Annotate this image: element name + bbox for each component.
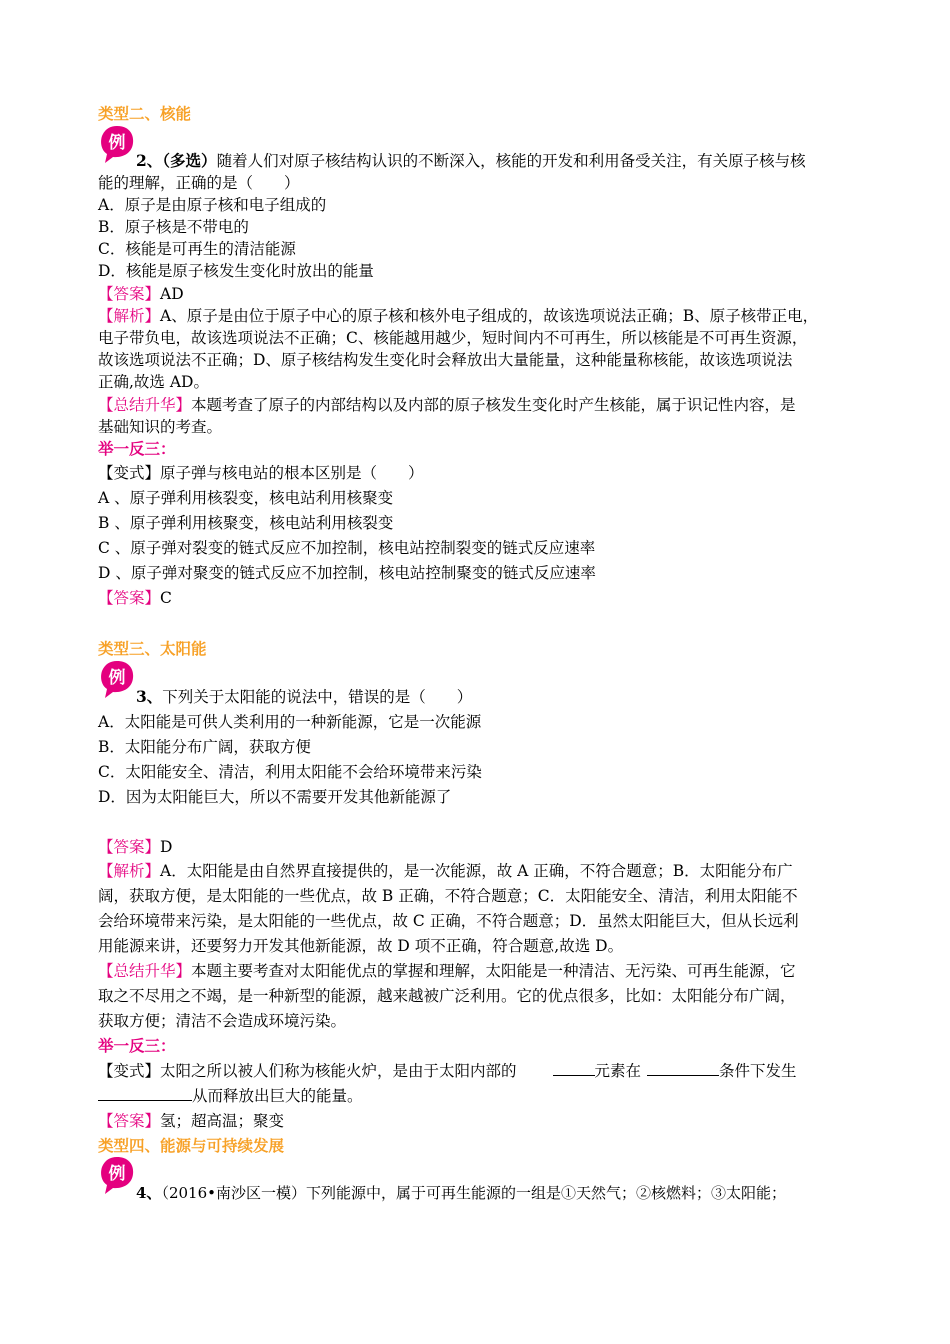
- summary-line-1: 【总结升华】本题主要考查对太阳能优点的掌握和理解，太阳能是一种清洁、无污染、可再生能源，它: [98, 962, 796, 980]
- option-c: C．太阳能安全、清洁，利用太阳能不会给环境带来污染: [98, 763, 482, 781]
- variant-option-a: A 、原子弹利用核裂变，核电站利用核聚变: [98, 489, 394, 507]
- summary-line-2: 取之不尽用之不竭，是一种新型的能源，越来越被广泛利用。它的优点很多，比如：太阳能分布广阔，: [98, 987, 796, 1005]
- analysis-line-1: 【解析】A．太阳能是由自然界直接提供的，是一次能源，故 A 正确，不符合题意；B．太阳能分布广: [98, 862, 793, 880]
- variant-answer-line: 【答案】氢；超高温；聚变: [98, 1112, 285, 1130]
- option-a: A．原子是由原子核和电子组成的: [98, 196, 327, 214]
- variant-tag: 【变式】: [98, 464, 161, 482]
- question-number: 3、: [136, 687, 163, 706]
- analysis-line-3: 会给环境带来污染，是太阳能的一些优点，故 C 正确，不符合题意；D．虽然太阳能巨大，但从长远利: [98, 912, 799, 930]
- variant-option-c: C 、原子弹对裂变的链式反应不加控制，核电站控制裂变的链式反应速率: [98, 539, 596, 557]
- variant-answer-tag: 【答案】: [98, 1112, 161, 1130]
- question-text: （2016•南沙区一模）下列能源中，属于可再生能源的一组是①天然气；②核燃料；③太阳能；: [161, 1184, 786, 1202]
- analysis-line-2: 阔，获取方便，是太阳能的一些优点，故 B 正确，不符合题意；C．太阳能安全、清洁，利用太阳能不: [98, 887, 798, 905]
- answer-tag: 【答案】: [98, 285, 161, 303]
- question-2-line-1: [136, 150, 806, 172]
- question-2-line-2: 能的理解，正确的是（ ）: [98, 174, 300, 192]
- variant-question: 【变式】原子弹与核电站的根本区别是（ ）: [98, 464, 424, 482]
- analysis-line-2: 电子带负电，故该选项说法不正确；C、核能越用越少，短时间内不可再生，所以核能是不可再生资源，: [98, 329, 808, 347]
- summary-line-2: 基础知识的考查。: [98, 418, 223, 436]
- example-badge-text: 例: [108, 668, 126, 688]
- example-badge-icon: [99, 659, 135, 699]
- question-text: 下列关于太阳能的说法中，错误的是（ ）: [162, 688, 473, 706]
- summary-tag: 【总结升华】: [98, 962, 192, 980]
- option-d: D．核能是原子核发生变化时放出的能量: [98, 262, 374, 280]
- analysis-line-4: 用能源来讲，还要努力开发其他新能源，故 D 项不正确，符合题意,故选 D。: [98, 937, 624, 955]
- example-badge-icon: [99, 1155, 135, 1195]
- section-heading-nuclear: 类型二、核能: [98, 105, 192, 123]
- answer-value: AD: [160, 285, 184, 303]
- practice-heading: 举一反三：: [98, 1037, 176, 1055]
- analysis-tag: 【解析】: [98, 862, 161, 880]
- analysis-tag: 【解析】: [98, 307, 161, 325]
- example-badge-text: 例: [108, 133, 126, 153]
- option-b: B．原子核是不带电的: [98, 218, 249, 236]
- option-a: A．太阳能是可供人类利用的一种新能源，它是一次能源: [98, 713, 482, 731]
- blank-2[interactable]: [647, 1060, 719, 1076]
- question-number: 2、: [136, 151, 163, 170]
- analysis-line-4: 正确,故选 AD。: [98, 373, 209, 391]
- analysis-line-3: 故该选项说法不正确；D、原子核结构发生变化时会释放出大量能量，这种能量称核能，故该选项说法: [98, 351, 793, 369]
- section-heading-solar: 类型三、太阳能: [98, 640, 207, 658]
- example-badge-text: 例: [108, 1164, 126, 1184]
- option-d: D．因为太阳能巨大，所以不需要开发其他新能源了: [98, 788, 452, 806]
- answer-line: [98, 283, 184, 305]
- variant-option-d: D 、原子弹对聚变的链式反应不加控制，核电站控制聚变的链式反应速率: [98, 564, 596, 582]
- blank-1[interactable]: [553, 1060, 595, 1076]
- practice-heading: 举一反三：: [98, 440, 176, 458]
- answer-line: 【答案】D: [98, 838, 173, 856]
- option-c: C．核能是可再生的清洁能源: [98, 240, 296, 258]
- example-badge-icon: [99, 124, 135, 164]
- summary-line-3: 获取方便；清洁不会造成环境污染。: [98, 1012, 347, 1030]
- summary-line-1: 【总结升华】本题考查了原子的内部结构以及内部的原子核发生变化时产生核能，属于识记性内容，是: [98, 396, 796, 414]
- question-tag: （多选）: [162, 151, 217, 170]
- question-4-line-1: [136, 1182, 786, 1204]
- variant-answer-tag: 【答案】: [98, 589, 161, 607]
- question-number: 4、: [136, 1184, 162, 1202]
- question-text: 随着人们对原子核结构认识的不断深入，核能的开发和利用备受关注，有关原子核与核: [216, 152, 806, 170]
- option-b: B．太阳能分布广阔，获取方便: [98, 738, 311, 756]
- variant-tag: 【变式】: [98, 1062, 161, 1080]
- variant-option-b: B 、原子弹利用核聚变，核电站利用核裂变: [98, 514, 394, 532]
- variant-question-line-1: 【变式】太阳之所以被人们称为核能火炉，是由于太阳内部的 元素在 条件下发生: [98, 1062, 797, 1080]
- analysis-line-1: 【解析】A、原子是由位于原子中心的原子核和核外电子组成的，故该选项说法正确；B、原子核带正电，: [98, 307, 819, 325]
- summary-tag: 【总结升华】: [98, 396, 192, 414]
- variant-answer-line: 【答案】C: [98, 589, 172, 607]
- question-3-line-1: [136, 686, 472, 708]
- blank-3[interactable]: [98, 1085, 192, 1101]
- section-heading-sustainability: 类型四、能源与可持续发展: [98, 1137, 285, 1155]
- variant-question-line-2: 从而释放出巨大的能量。: [98, 1085, 363, 1107]
- answer-tag: 【答案】: [98, 838, 161, 856]
